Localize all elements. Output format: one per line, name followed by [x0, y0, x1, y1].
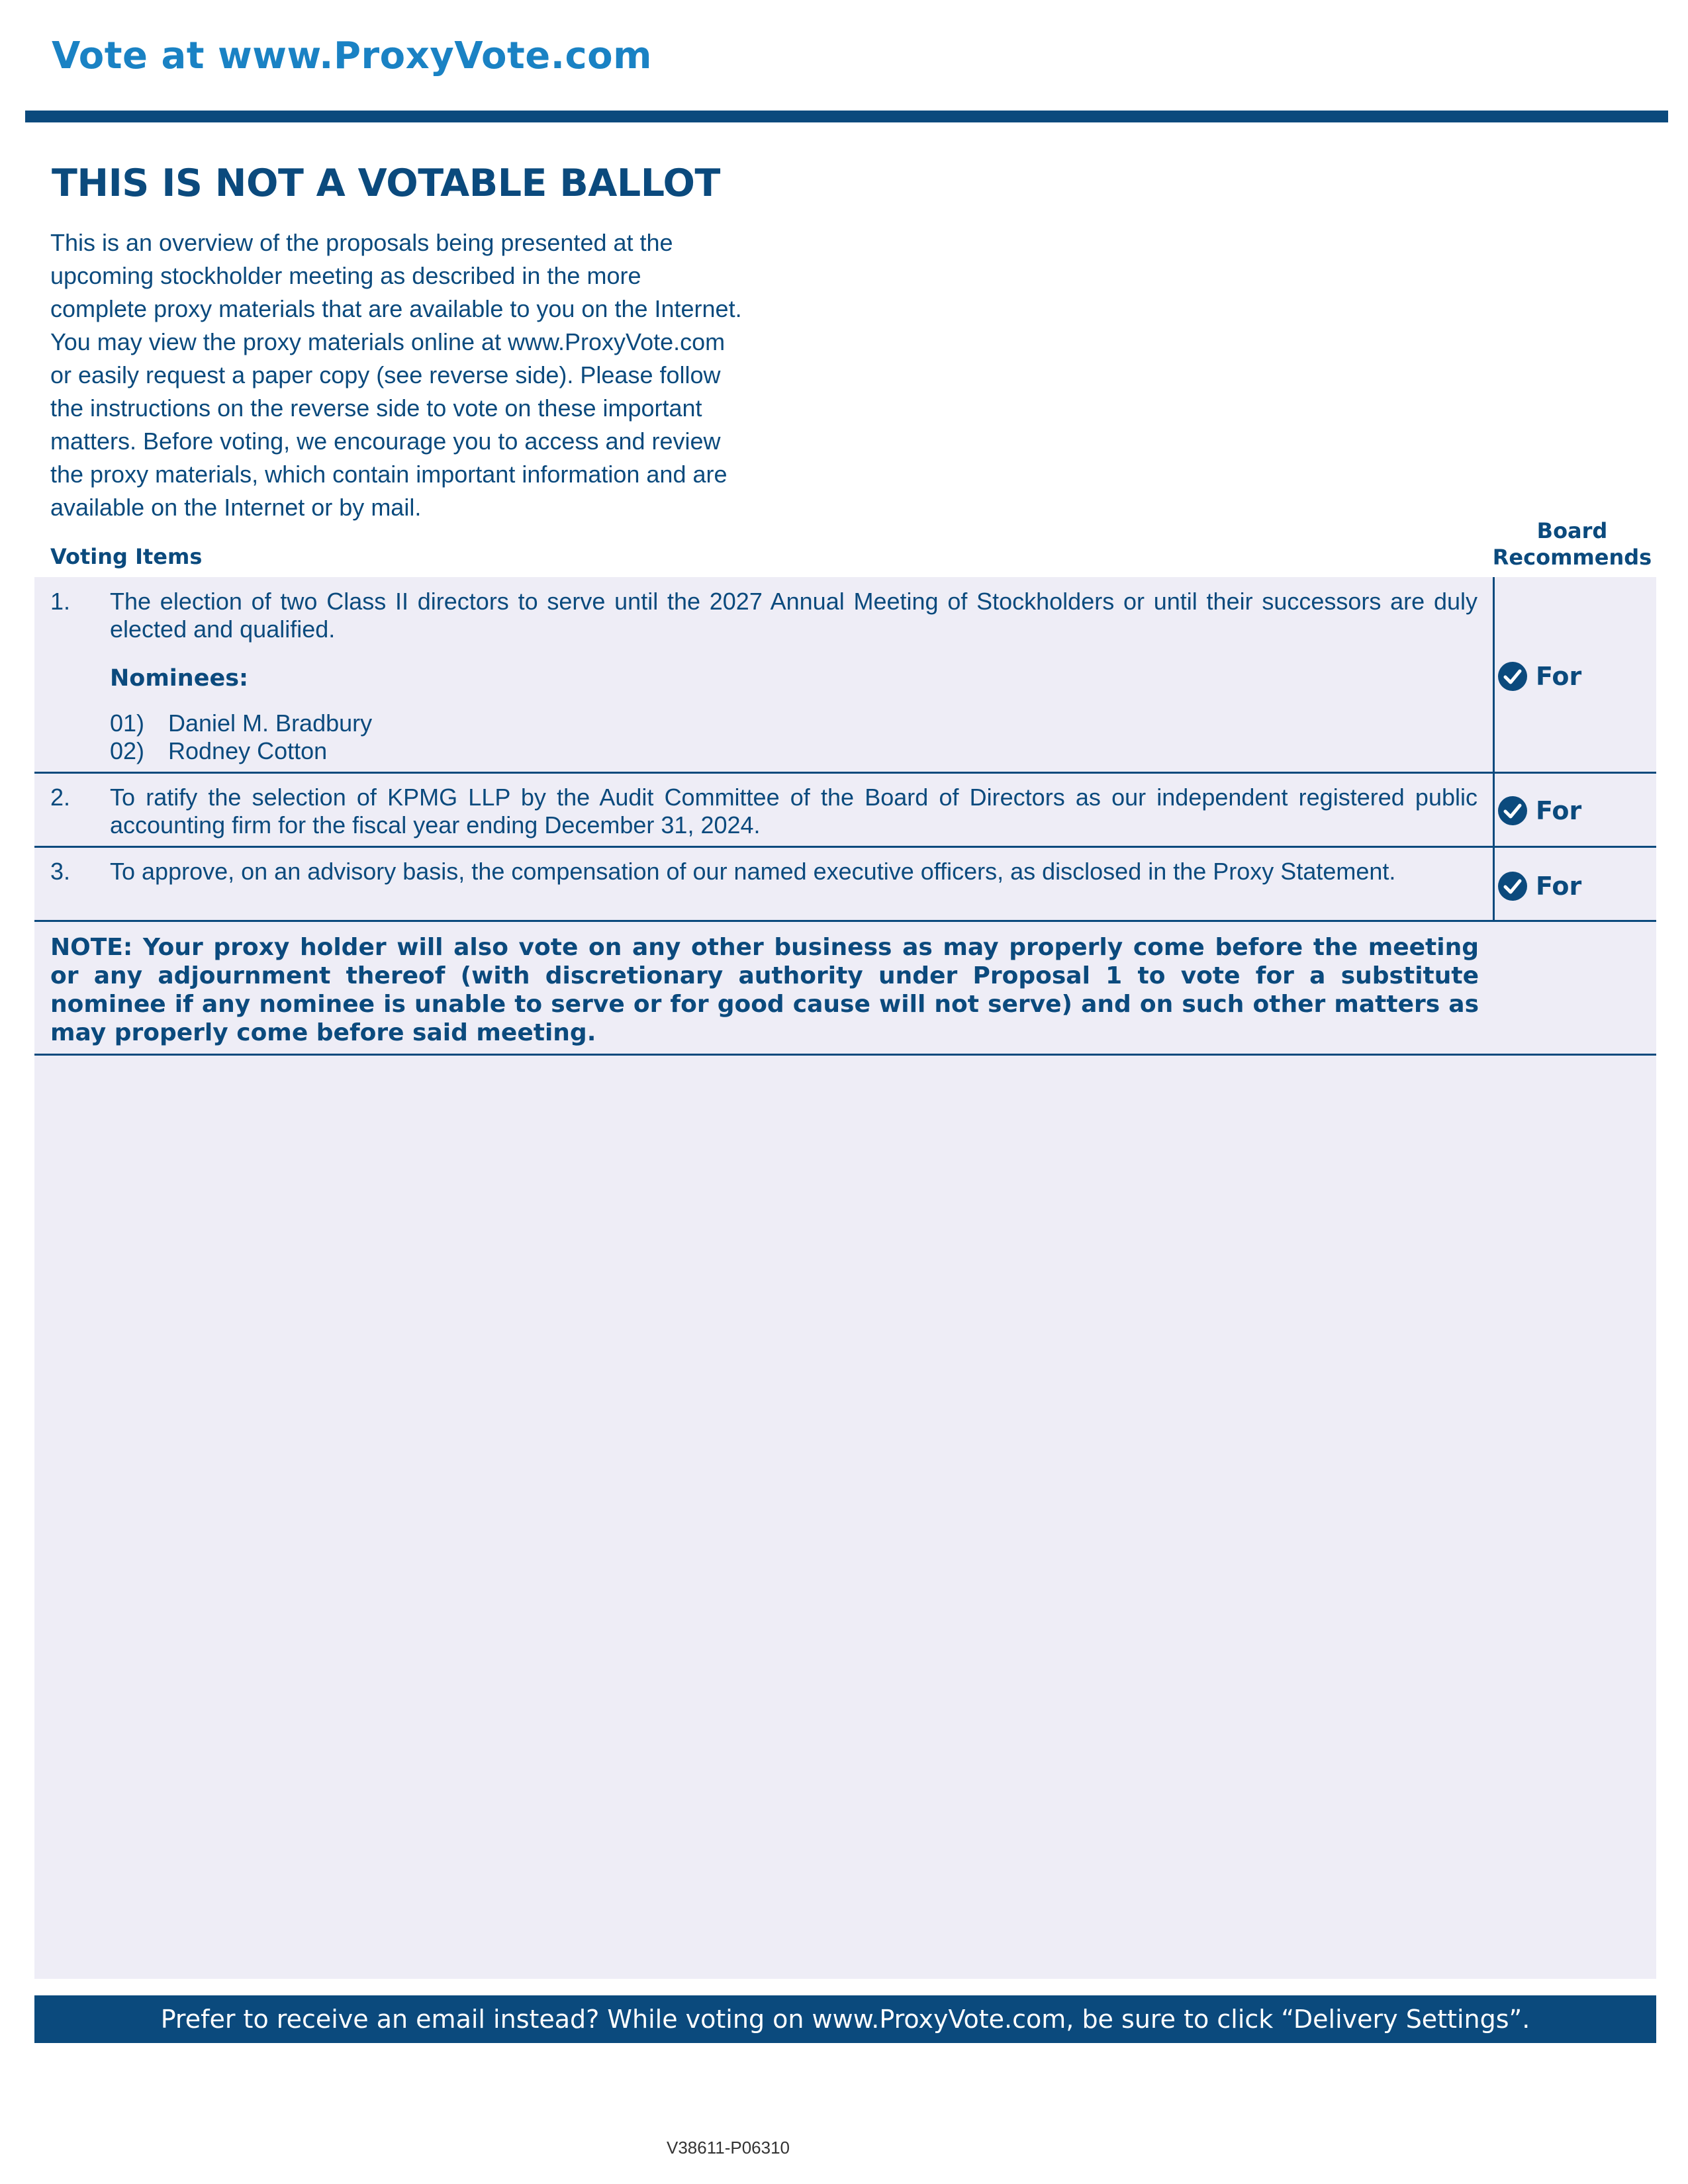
proxy-note: NOTE: Your proxy holder will also vote on any other business as may properly come before the meeting or any adjournment thereof (with discretionary authority under Proposal 1 to vote for a substitute nominee if any nominee is unable to serve or for good cause will not serve) and on such other matters as may properly come before said meeting.: [50, 934, 1479, 1046]
proxyvote-link[interactable]: Vote at www.ProxyVote.com: [52, 34, 652, 77]
item-number: 3.: [50, 858, 71, 885]
recommendation-label: For: [1536, 872, 1582, 901]
item-text: The election of two Class II directors to serve until the 2027 Annual Meeting of Stockholders or until their successors are duly elected and qualified.: [110, 588, 1477, 643]
check-circle-icon: [1497, 661, 1528, 692]
board-recommends-line1: Board: [1536, 518, 1608, 543]
recommend-column-divider: [1493, 577, 1495, 920]
nominee-code: 02): [110, 737, 145, 764]
email-delivery-text: Prefer to receive an email instead? While voting on www.ProxyVote.com, be sure to click “Delivery Settings”.: [160, 2005, 1530, 2034]
row-divider: [34, 846, 1656, 848]
recommendation-label: For: [1536, 796, 1582, 825]
header-divider-bar: [25, 111, 1668, 122]
item-text: To approve, on an advisory basis, the compensation of our named executive officers, as disclosed in the Proxy Statement.: [110, 858, 1396, 885]
nominees-block: [110, 664, 372, 765]
voting-items-header: Voting Items: [50, 544, 203, 569]
recommendation-item-1: [1497, 661, 1581, 692]
nominees-label: Nominees:: [110, 665, 249, 692]
item-number: 2.: [50, 784, 71, 811]
document-code: V38611-P06310: [666, 2138, 790, 2158]
nominee-name: Rodney Cotton: [168, 737, 328, 764]
recommendation-item-3: [1497, 871, 1581, 901]
item-number: 1.: [50, 588, 71, 615]
page-title: THIS IS NOT A VOTABLE BALLOT: [52, 161, 720, 205]
check-circle-icon: [1497, 796, 1528, 826]
item-text: To ratify the selection of KPMG LLP by the Audit Committee of the Board of Directors as our independent registered public accounting firm for the fiscal year ending December 31, 2024.: [110, 784, 1477, 839]
nominee-row: [110, 709, 372, 737]
nominee-row: [110, 737, 372, 765]
nominee-name: Daniel M. Bradbury: [168, 709, 373, 737]
row-divider: [34, 772, 1656, 774]
nominee-code: 01): [110, 709, 145, 737]
board-recommends-header: [1483, 518, 1662, 570]
row-divider: [34, 920, 1656, 922]
row-divider: [34, 1054, 1656, 1056]
recommendation-item-2: [1497, 796, 1581, 826]
board-recommends-line2: Recommends: [1492, 545, 1652, 570]
email-delivery-banner: [34, 1995, 1656, 2043]
recommendation-label: For: [1536, 662, 1582, 691]
check-circle-icon: [1497, 871, 1528, 901]
intro-paragraph: This is an overview of the proposals being presented at the upcoming stockholder meeting as described in the more complete proxy materials that are available to you on the Internet. You may view the proxy materials online at www.ProxyVote.com or easily request a paper copy (see reverse side). Please follow the instructions on the reverse side to vote on these important matters. Before voting, we encourage you to access and review the proxy materials, which contain important information and are available on the Internet or by mail.: [50, 229, 742, 521]
